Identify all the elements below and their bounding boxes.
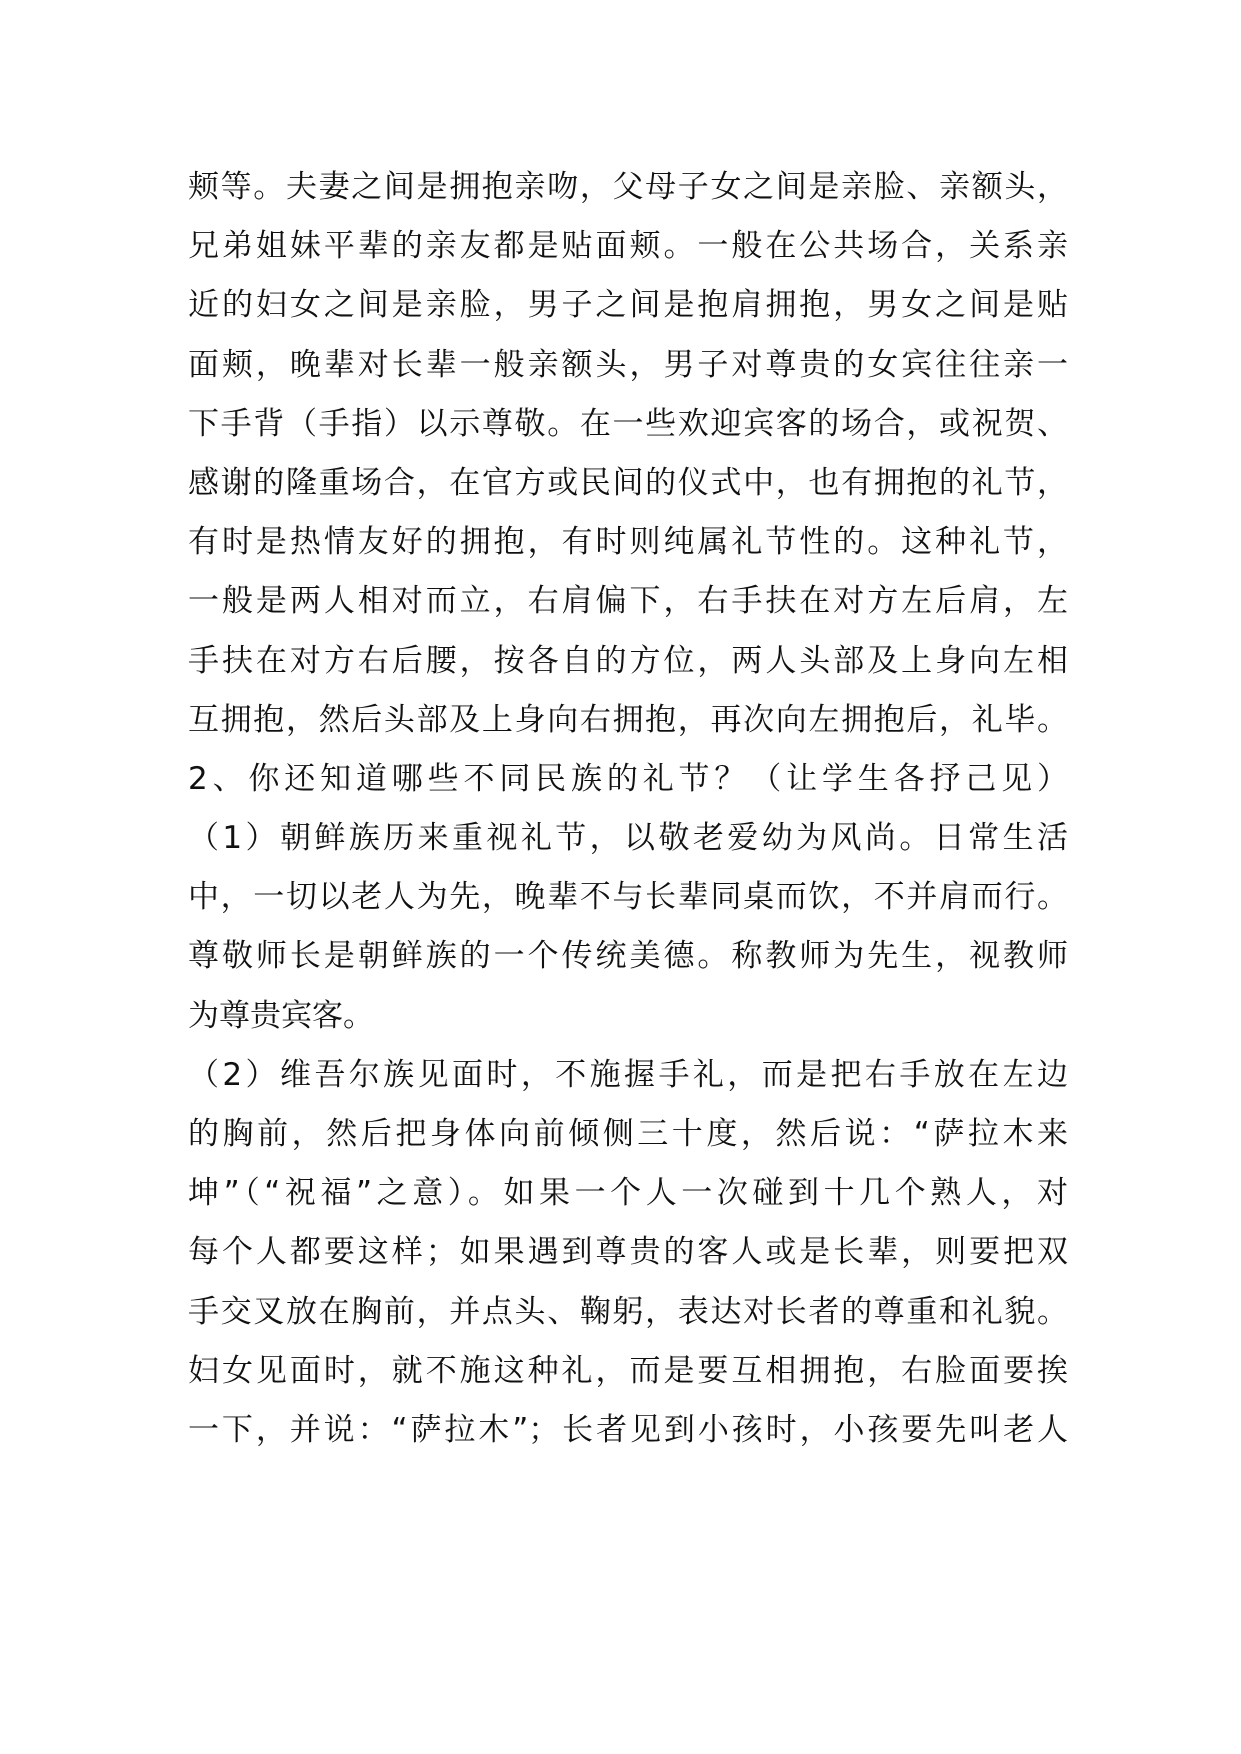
text-line: 有时是热情友好的拥抱，有时则纯属礼节性的。这种礼节，	[188, 524, 1068, 561]
body-text	[188, 158, 1068, 1460]
text-line: 坤”（“祝福”之意）。如果一个人一次碰到十几个熟人，对	[188, 1175, 1068, 1212]
text-line: 妇女见面时，就不施这种礼，而是要互相拥抱，右脸面要挨	[188, 1352, 1068, 1389]
text-line: 感谢的隆重场合，在官方或民间的仪式中，也有拥抱的礼节，	[188, 464, 1068, 501]
text-line: 一般是两人相对而立，右肩偏下，右手扶在对方左后肩，左	[188, 583, 1068, 620]
text-line: 手交叉放在胸前，并点头、鞠躬，表达对长者的尊重和礼貌。	[188, 1293, 1068, 1330]
text-line: （1）朝鲜族历来重视礼节，以敬老爱幼为风尚。日常生活	[188, 820, 1068, 857]
text-line: （2）维吾尔族见面时，不施握手礼，而是把右手放在左边	[188, 1056, 1068, 1093]
text-line: 每个人都要这样；如果遇到尊贵的客人或是长辈，则要把双	[188, 1234, 1068, 1271]
text-line: 兄弟姐妹平辈的亲友都是贴面颊。一般在公共场合，关系亲	[188, 228, 1068, 265]
text-line: 一下，并说：“萨拉木”；长者见到小孩时，小孩要先叫老人	[188, 1411, 1068, 1448]
text-line: 近的妇女之间是亲脸，男子之间是抱肩拥抱，男女之间是贴	[188, 287, 1068, 324]
text-line: 面颊，晚辈对长辈一般亲额头，男子对尊贵的女宾往往亲一	[188, 346, 1068, 383]
text-line: 的胸前，然后把身体向前倾侧三十度，然后说：“萨拉木来	[188, 1116, 1068, 1152]
text-line: 手扶在对方右后腰，按各自的方位，两人头部及上身向左相	[188, 642, 1068, 679]
text-line: 互拥抱，然后头部及上身向右拥抱，再次向左拥抱后，礼毕。	[188, 701, 1068, 738]
text-line: 颊等。夫妻之间是拥抱亲吻，父母子女之间是亲脸、亲额头，	[188, 169, 1068, 205]
text-line: 下手背（手指）以示尊敬。在一些欢迎宾客的场合，或祝贺、	[188, 405, 1068, 442]
text-line: 中，一切以老人为先，晚辈不与长辈同桌而饮，不并肩而行。	[188, 879, 1068, 916]
section-heading: 2、你还知道哪些不同民族的礼节？（让学生各抒己见）	[188, 760, 1068, 797]
text-line: 尊敬师长是朝鲜族的一个传统美德。称教师为先生，视教师	[188, 938, 1068, 975]
text-line: 为尊贵宾客。	[188, 997, 374, 1034]
